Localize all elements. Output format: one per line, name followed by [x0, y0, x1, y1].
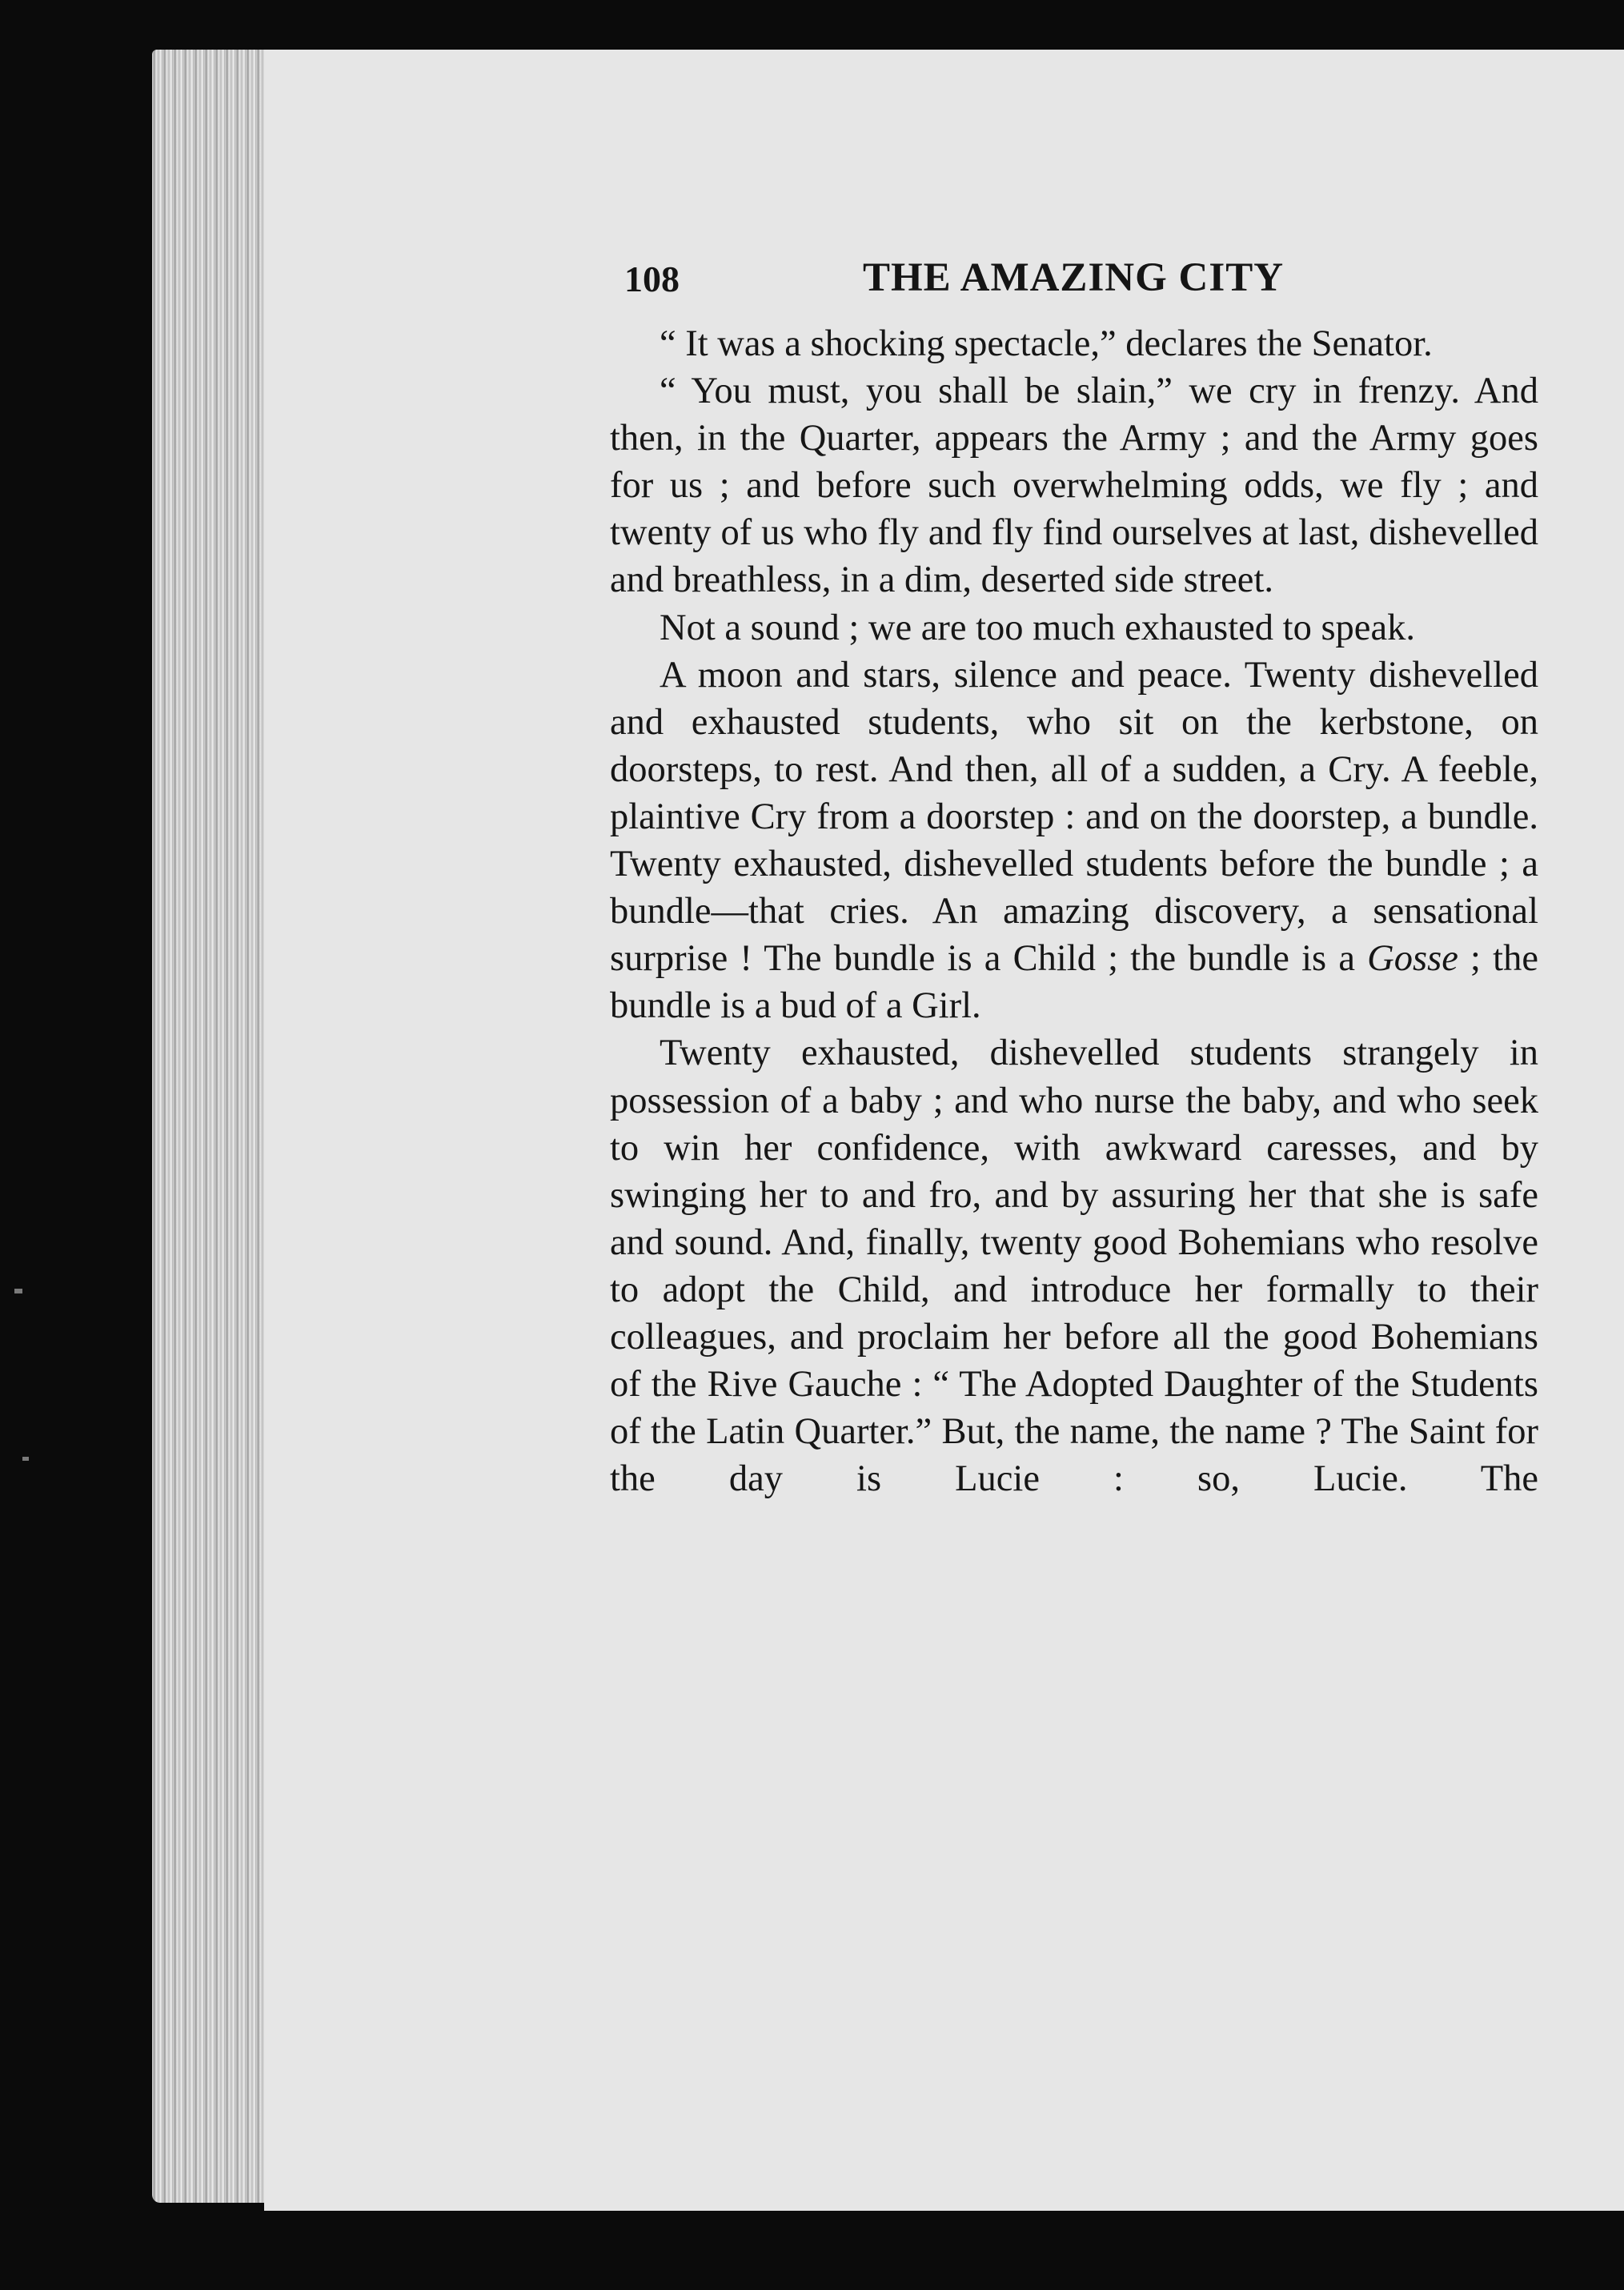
running-title: THE AMAZING CITY: [863, 255, 1285, 300]
italic-word: Gosse: [1367, 938, 1458, 980]
paragraph: [610, 652, 1538, 1030]
paragraph-text: ; the bundle is a bud of a Girl.: [610, 938, 1538, 1027]
paragraph: “ You must, you shall be slain,” we cry in frenzy. And then, in the Quarter, appears the Army ; and the Army goes for us ; and before such overwhelming odds, we fly ; and twenty of us who fly and fly find ourselves at last, dishevelled and breathless, in a dim, deserted side street.: [610, 371, 1538, 601]
paragraph: “ It was a shocking spectacle,” declares the Senator.: [660, 323, 1433, 364]
paragraph: Not a sound ; we are too much exhausted to speak.: [660, 607, 1415, 648]
body-text: [610, 320, 1538, 1502]
running-head: [624, 255, 1505, 311]
scan-speck: [14, 1289, 22, 1293]
paragraph-text: A moon and stars, silence and peace. Twenty dishevelled and exhausted students, who sit on the kerbstone, on doorsteps, to rest. And then, all of a sudden, a Cry. A feeble, plaintive Cry from a doorstep : and on the doorstep, a bundle. Twenty exhausted, dishevelled students before the bundle ; a bundle—that cries. An amazing discovery, a sensational surprise ! The bundle is a Child ; the bundle is a: [610, 654, 1538, 980]
scan-speck: [22, 1457, 29, 1461]
page-number: 108: [624, 259, 680, 299]
paragraph: Twenty exhausted, dishevelled students strangely in possession of a baby ; and who nurse the baby, and who seek to win her confidence, with awkward caresses, and by swinging her to and fro, and by assuring her that she is safe and sound. And, finally, twenty good Bohemians who resolve to adopt the Child, and introduce her formally to their colleagues, and proclaim her before all the good Bohemians of the Rive Gauche : “ The Adopted Daughter of the Students of the Latin Quarter.” But, the name, the name ? The Saint for the day is Lucie : so, Lucie. The: [610, 1033, 1538, 1500]
